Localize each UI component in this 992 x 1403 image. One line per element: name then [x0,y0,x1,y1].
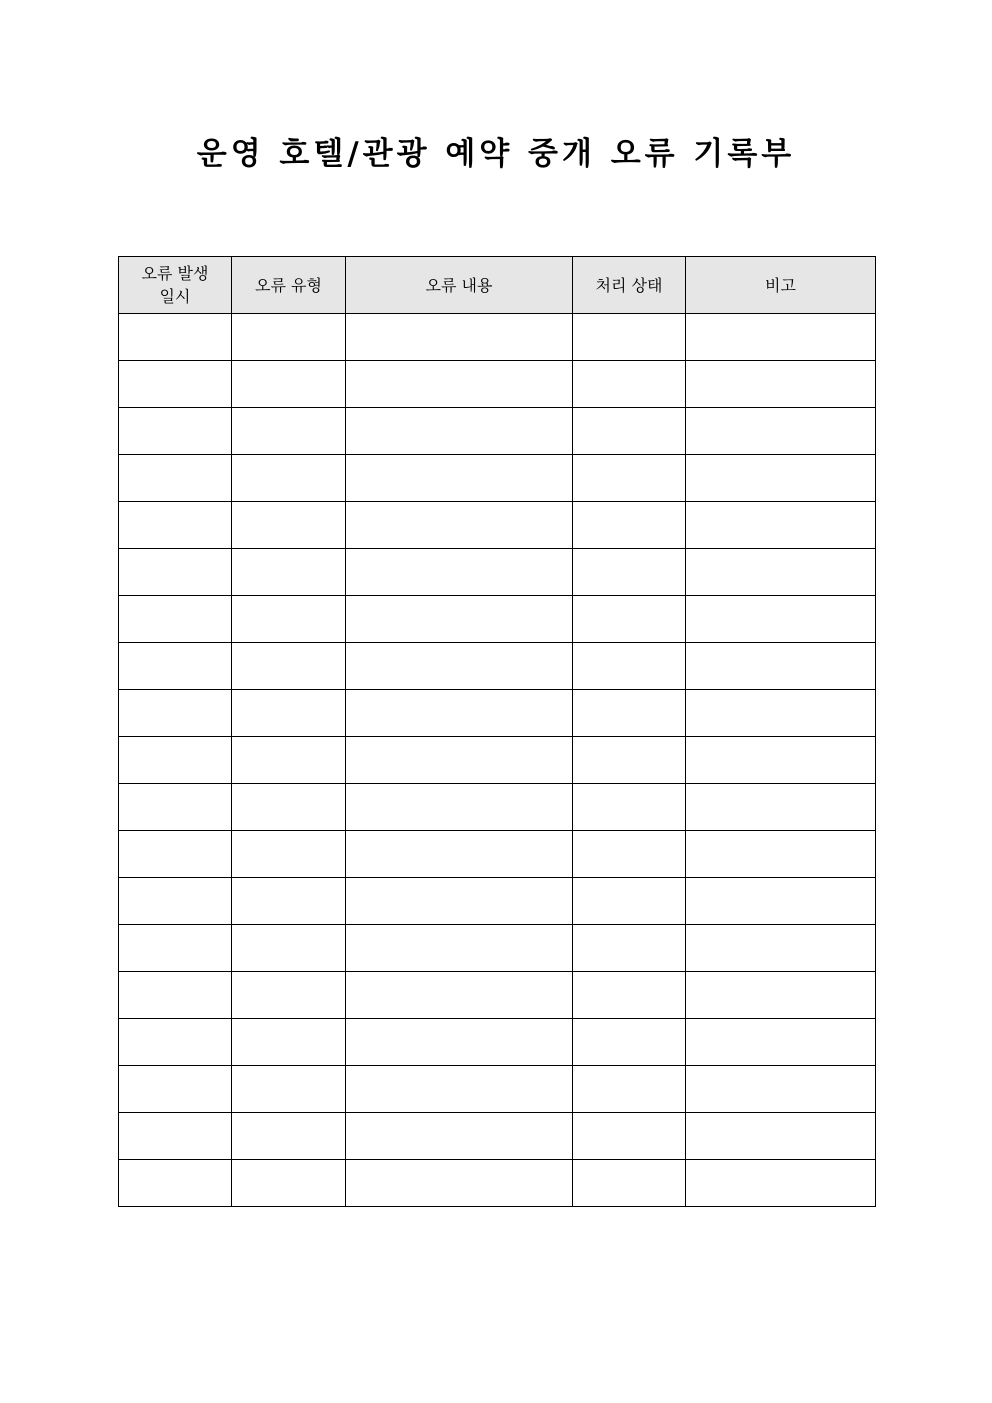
cell-remarks[interactable] [686,1019,876,1066]
table-row [119,455,876,502]
header-error-datetime: 오류 발생 일시 [119,257,232,314]
cell-process-status[interactable] [573,878,686,925]
cell-process-status[interactable] [573,314,686,361]
cell-error-content[interactable] [346,549,573,596]
cell-error-datetime[interactable] [119,925,232,972]
cell-error-type[interactable] [232,1160,346,1207]
cell-error-datetime[interactable] [119,643,232,690]
header-error-content: 오류 내용 [346,257,573,314]
cell-process-status[interactable] [573,408,686,455]
table-row [119,1066,876,1113]
cell-error-datetime[interactable] [119,1113,232,1160]
cell-error-type[interactable] [232,314,346,361]
cell-remarks[interactable] [686,549,876,596]
cell-error-content[interactable] [346,408,573,455]
cell-remarks[interactable] [686,361,876,408]
error-log-table [118,256,876,1207]
cell-remarks[interactable] [686,455,876,502]
cell-remarks[interactable] [686,737,876,784]
cell-error-datetime[interactable] [119,784,232,831]
table-row [119,549,876,596]
cell-error-datetime[interactable] [119,314,232,361]
cell-error-datetime[interactable] [119,455,232,502]
cell-error-content[interactable] [346,1066,573,1113]
cell-error-type[interactable] [232,925,346,972]
cell-error-content[interactable] [346,784,573,831]
cell-error-type[interactable] [232,502,346,549]
cell-process-status[interactable] [573,972,686,1019]
cell-process-status[interactable] [573,1066,686,1113]
cell-remarks[interactable] [686,690,876,737]
table-row [119,784,876,831]
header-row [119,257,876,314]
cell-process-status[interactable] [573,784,686,831]
cell-remarks[interactable] [686,1113,876,1160]
cell-error-datetime[interactable] [119,361,232,408]
table-row [119,1160,876,1207]
cell-remarks[interactable] [686,925,876,972]
cell-remarks[interactable] [686,596,876,643]
cell-remarks[interactable] [686,502,876,549]
table-row [119,361,876,408]
cell-error-content[interactable] [346,1160,573,1207]
table-body [119,314,876,1207]
cell-error-type[interactable] [232,1066,346,1113]
cell-process-status[interactable] [573,455,686,502]
cell-error-type[interactable] [232,408,346,455]
cell-error-type[interactable] [232,549,346,596]
cell-error-content[interactable] [346,1113,573,1160]
table-row [119,1019,876,1066]
cell-error-datetime[interactable] [119,831,232,878]
table-row [119,1113,876,1160]
cell-remarks[interactable] [686,1160,876,1207]
cell-error-content[interactable] [346,1019,573,1066]
table-row [119,925,876,972]
cell-error-datetime[interactable] [119,502,232,549]
cell-process-status[interactable] [573,502,686,549]
cell-remarks[interactable] [686,314,876,361]
cell-remarks[interactable] [686,408,876,455]
cell-error-content[interactable] [346,502,573,549]
cell-remarks[interactable] [686,831,876,878]
cell-process-status[interactable] [573,1019,686,1066]
cell-error-type[interactable] [232,831,346,878]
cell-remarks[interactable] [686,878,876,925]
cell-error-datetime[interactable] [119,1066,232,1113]
cell-error-type[interactable] [232,878,346,925]
cell-error-datetime[interactable] [119,1160,232,1207]
cell-error-datetime[interactable] [119,737,232,784]
cell-error-type[interactable] [232,690,346,737]
cell-error-content[interactable] [346,972,573,1019]
cell-error-content[interactable] [346,831,573,878]
cell-remarks[interactable] [686,784,876,831]
cell-error-type[interactable] [232,1019,346,1066]
cell-process-status[interactable] [573,1160,686,1207]
cell-remarks[interactable] [686,972,876,1019]
table-row [119,596,876,643]
cell-process-status[interactable] [573,596,686,643]
page-title: 운영 호텔/관광 예약 중개 오류 기록부 [196,136,796,172]
cell-process-status[interactable] [573,361,686,408]
table-row [119,972,876,1019]
cell-error-datetime[interactable] [119,690,232,737]
cell-error-content[interactable] [346,737,573,784]
cell-error-content[interactable] [346,314,573,361]
table-row [119,502,876,549]
cell-error-type[interactable] [232,737,346,784]
header-remarks: 비고 [686,257,876,314]
table-row [119,408,876,455]
cell-error-datetime[interactable] [119,549,232,596]
table-row [119,831,876,878]
cell-error-datetime[interactable] [119,878,232,925]
cell-error-datetime[interactable] [119,596,232,643]
cell-error-datetime[interactable] [119,408,232,455]
cell-error-type[interactable] [232,1113,346,1160]
cell-process-status[interactable] [573,690,686,737]
header-process-status: 처리 상태 [573,257,686,314]
cell-error-type[interactable] [232,596,346,643]
table-row [119,314,876,361]
cell-error-content[interactable] [346,455,573,502]
cell-error-content[interactable] [346,596,573,643]
cell-error-content[interactable] [346,690,573,737]
cell-process-status[interactable] [573,925,686,972]
cell-error-type[interactable] [232,643,346,690]
cell-error-content[interactable] [346,361,573,408]
cell-process-status[interactable] [573,1113,686,1160]
table-row [119,690,876,737]
cell-process-status[interactable] [573,831,686,878]
header-error-type: 오류 유형 [232,257,346,314]
cell-error-datetime[interactable] [119,972,232,1019]
cell-error-content[interactable] [346,878,573,925]
table-row [119,878,876,925]
cell-error-type[interactable] [232,455,346,502]
cell-process-status[interactable] [573,643,686,690]
cell-error-content[interactable] [346,925,573,972]
table-row [119,737,876,784]
cell-error-type[interactable] [232,361,346,408]
cell-error-type[interactable] [232,972,346,1019]
cell-error-content[interactable] [346,643,573,690]
cell-remarks[interactable] [686,643,876,690]
cell-process-status[interactable] [573,737,686,784]
cell-process-status[interactable] [573,549,686,596]
cell-error-type[interactable] [232,784,346,831]
cell-error-datetime[interactable] [119,1019,232,1066]
cell-remarks[interactable] [686,1066,876,1113]
table-row [119,643,876,690]
